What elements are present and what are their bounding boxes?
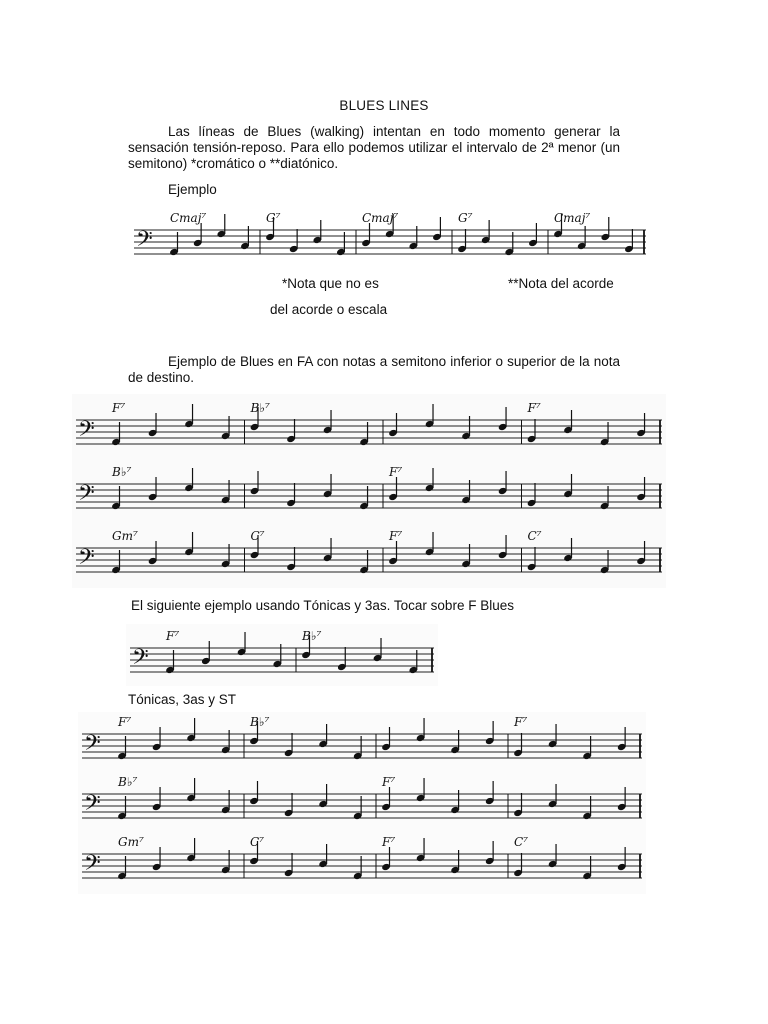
fa-paragraph (128, 354, 620, 386)
tonics-staff (126, 624, 438, 686)
example-staff (130, 208, 650, 268)
bass-clef-icon: 𝄢 (78, 545, 95, 575)
chord-symbol: B♭⁷ (250, 715, 270, 729)
bass-clef-icon: 𝄢 (78, 481, 95, 511)
example-label: Ejemplo (168, 182, 217, 197)
tonics-st-label: Tónicas, 3as y ST (128, 692, 237, 707)
chord-symbol: F⁷ (389, 465, 403, 479)
chord-symbol: B♭⁷ (250, 401, 270, 415)
footnote-chromatic-line2: del acorde o escala (270, 302, 388, 317)
bass-clef-icon: 𝄢 (78, 417, 95, 447)
chord-symbol: F⁷ (382, 835, 396, 849)
bass-clef-icon: 𝄢 (84, 791, 101, 821)
chord-symbol: Gm⁷ (112, 529, 138, 543)
chord-symbol: B♭⁷ (118, 775, 138, 789)
intro-paragraph (128, 124, 620, 172)
chord-symbol: G⁷ (266, 211, 281, 225)
bass-clef-icon: 𝄢 (136, 227, 153, 257)
bass-clef-icon: 𝄢 (84, 851, 101, 881)
chord-symbol: Cmaj⁷ (554, 211, 591, 225)
chord-symbol: Gm⁷ (118, 835, 144, 849)
chord-symbol: Cmaj⁷ (362, 211, 399, 225)
tonics-paragraph: El siguiente ejemplo usando Tónicas y 3as. Tocar sobre F Blues (131, 598, 514, 613)
chord-symbol: C⁷ (514, 835, 528, 849)
chord-symbol: C⁷ (527, 529, 542, 543)
chord-symbol: F⁷ (118, 715, 132, 729)
bass-clef-icon: 𝄢 (132, 645, 149, 675)
chord-symbol: F⁷ (389, 529, 403, 543)
intro-text: Las líneas de Blues (walking) intentan en todo momento generar la sensación tensión-reposo. Para ello podemos utilizar el intervalo de 2ª menor (un semitono) *cromático o **diatónico. (128, 124, 620, 171)
footnote-chromatic-line1: *Nota que no es (282, 276, 379, 291)
chord-symbol: B♭⁷ (112, 465, 132, 479)
bass-clef-icon: 𝄢 (84, 731, 101, 761)
chord-symbol: F⁷ (382, 775, 396, 789)
chord-symbol: F⁷ (112, 401, 126, 415)
chord-symbol: F⁷ (166, 629, 180, 643)
chord-symbol: Cmaj⁷ (170, 211, 207, 225)
fa-blues-score (72, 394, 666, 588)
st-blues-score (78, 712, 646, 894)
chord-symbol: F⁷ (514, 715, 528, 729)
chord-symbol: B♭⁷ (302, 629, 322, 643)
chord-symbol: G⁷ (458, 211, 473, 225)
fa-text: Ejemplo de Blues en FA con notas a semitono inferior o superior de la nota de destino. (128, 354, 620, 385)
chord-symbol: C⁷ (250, 835, 264, 849)
document-title: BLUES LINES (339, 98, 429, 113)
chord-symbol: F⁷ (527, 401, 541, 415)
chord-symbol: C⁷ (250, 529, 265, 543)
footnote-diatonic: **Nota del acorde (508, 276, 614, 291)
